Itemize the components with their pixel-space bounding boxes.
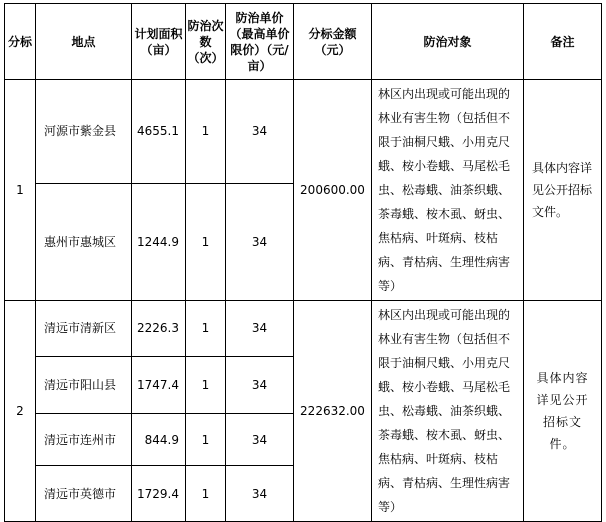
header-times: 防治次数（次） [186,4,226,80]
location-cell: 惠州市惠城区 [36,183,132,300]
amount-cell: 200600.00 [294,80,372,301]
header-amount: 分标金额（元） [294,4,372,80]
group-id: 1 [5,80,36,301]
times-cell: 1 [186,301,226,357]
price-cell: 34 [226,183,294,300]
target-cell: 林区内出现或可能出现的林业有害生物（包括但不限于油桐尺蛾、小用克尺蛾、桉小卷蛾、马尾松毛虫、松毒蛾、油茶织蛾、茶毒蛾、桉木虱、蚜虫、焦枯病、叶斑病、枝枯病、青枯病、生理性病害等） [372,80,524,301]
remark-cell: 具体内容详见公开招标文件。 [524,80,602,301]
price-cell: 34 [226,301,294,357]
price-cell: 34 [226,356,294,414]
price-cell: 34 [226,80,294,184]
header-row [5,4,602,80]
table-row [5,301,602,357]
header-remark: 备注 [524,4,602,80]
times-cell: 1 [186,466,226,522]
bid-table [4,3,602,522]
location-cell: 清远市清新区 [36,301,132,357]
location-cell: 清远市英德市 [36,466,132,522]
group-id: 2 [5,301,36,522]
area-cell: 2226.3 [132,301,186,357]
price-cell: 34 [226,466,294,522]
remark-cell: 具体内容详见公开招标文件。 [524,301,602,522]
area-cell: 1244.9 [132,183,186,300]
area-cell: 844.9 [132,414,186,466]
location-cell: 清远市连州市 [36,414,132,466]
target-cell: 林区内出现或可能出现的林业有害生物（包括但不限于油桐尺蛾、小用克尺蛾、桉小卷蛾、马尾松毛虫、松毒蛾、油茶织蛾、茶毒蛾、桉木虱、蚜虫、焦枯病、叶斑病、枝枯病、青枯病、生理性病害等） [372,301,524,522]
area-cell: 1747.4 [132,356,186,414]
header-price: 防治单价（最高单价限价）（元/亩） [226,4,294,80]
price-cell: 34 [226,414,294,466]
header-target: 防治对象 [372,4,524,80]
location-cell: 清远市阳山县 [36,356,132,414]
table-row [5,80,602,184]
times-cell: 1 [186,356,226,414]
header-area: 计划面积（亩） [132,4,186,80]
header-group: 分标 [5,4,36,80]
area-cell: 4655.1 [132,80,186,184]
header-location: 地点 [36,4,132,80]
amount-cell: 222632.00 [294,301,372,522]
location-cell: 河源市紫金县 [36,80,132,184]
area-cell: 1729.4 [132,466,186,522]
times-cell: 1 [186,414,226,466]
times-cell: 1 [186,80,226,184]
times-cell: 1 [186,183,226,300]
